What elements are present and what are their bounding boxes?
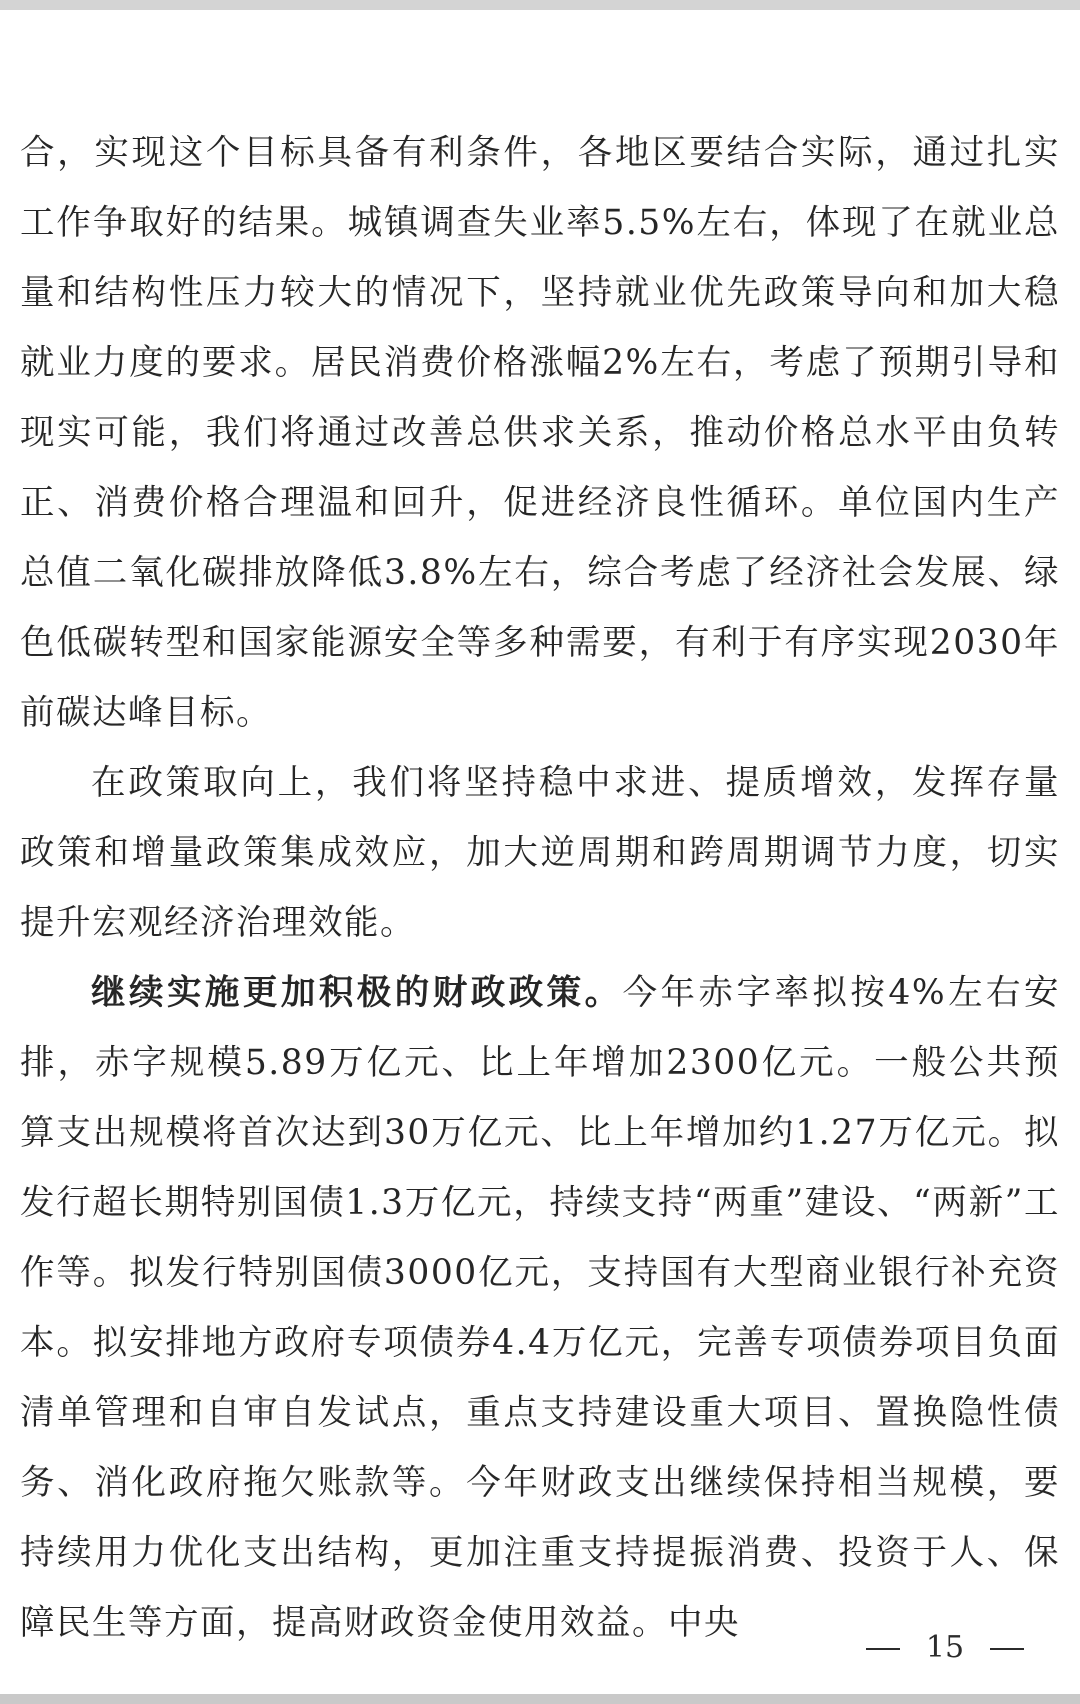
paragraph-3-bold-lead: 继续实施更加积极的财政政策。: [91, 973, 623, 1013]
page-number-left-dash: [866, 1648, 900, 1650]
body-text: [20, 118, 1060, 1658]
paragraph-2: [20, 748, 1060, 958]
page-number-value: 15: [925, 1630, 965, 1665]
paragraph-1-text: 合，实现这个目标具备有利条件，各地区要结合实际，通过扎实工作争取好的结果。城镇调查失业率5.5%左右，体现了在就业总量和结构性压力较大的情况下，坚持就业优先政策导向和加大稳就业力度的要求。居民消费价格涨幅2%左右，考虑了预期引导和现实可能，我们将通过改善总供求关系，推动价格总水平由负转正、消费价格合理温和回升，促进经济良性循环。单位国内生产总值二氧化碳排放降低3.8%左右，综合考虑了经济社会发展、绿色低碳转型和国家能源安全等多种需要，有利于有序实现2030年前碳达峰目标。: [20, 133, 1060, 733]
paragraph-2-text: 在政策取向上，我们将坚持稳中求进、提质增效，发挥存量政策和增量政策集成效应，加大逆周期和跨周期调节力度，切实提升宏观经济治理效能。: [20, 763, 1060, 943]
paragraph-1: [20, 118, 1060, 748]
bottom-background-strip: [0, 1694, 1080, 1704]
paragraph-3: [20, 958, 1060, 1658]
top-background-strip: [0, 0, 1080, 10]
page-number: [0, 1628, 1080, 1668]
document-page: [0, 10, 1080, 1694]
paragraph-3-text: 今年赤字率拟按4%左右安排，赤字规模5.89万亿元、比上年增加2300亿元。一般公共预算支出规模将首次达到30万亿元、比上年增加约1.27万亿元。拟发行超长期特别国债1.3万亿元，持续支持“两重”建设、“两新”工作等。拟发行特别国债3000亿元，支持国有大型商业银行补充资本。拟安排地方政府专项债券4.4万亿元，完善专项债券项目负面清单管理和自审自发试点，重点支持建设重大项目、置换隐性债务、消化政府拖欠账款等。今年财政支出继续保持相当规模，要持续用力优化支出结构，更加注重支持提振消费、投资于人、保障民生等方面，提高财政资金使用效益。中央: [20, 973, 1061, 1643]
page-number-right-dash: [990, 1648, 1024, 1650]
